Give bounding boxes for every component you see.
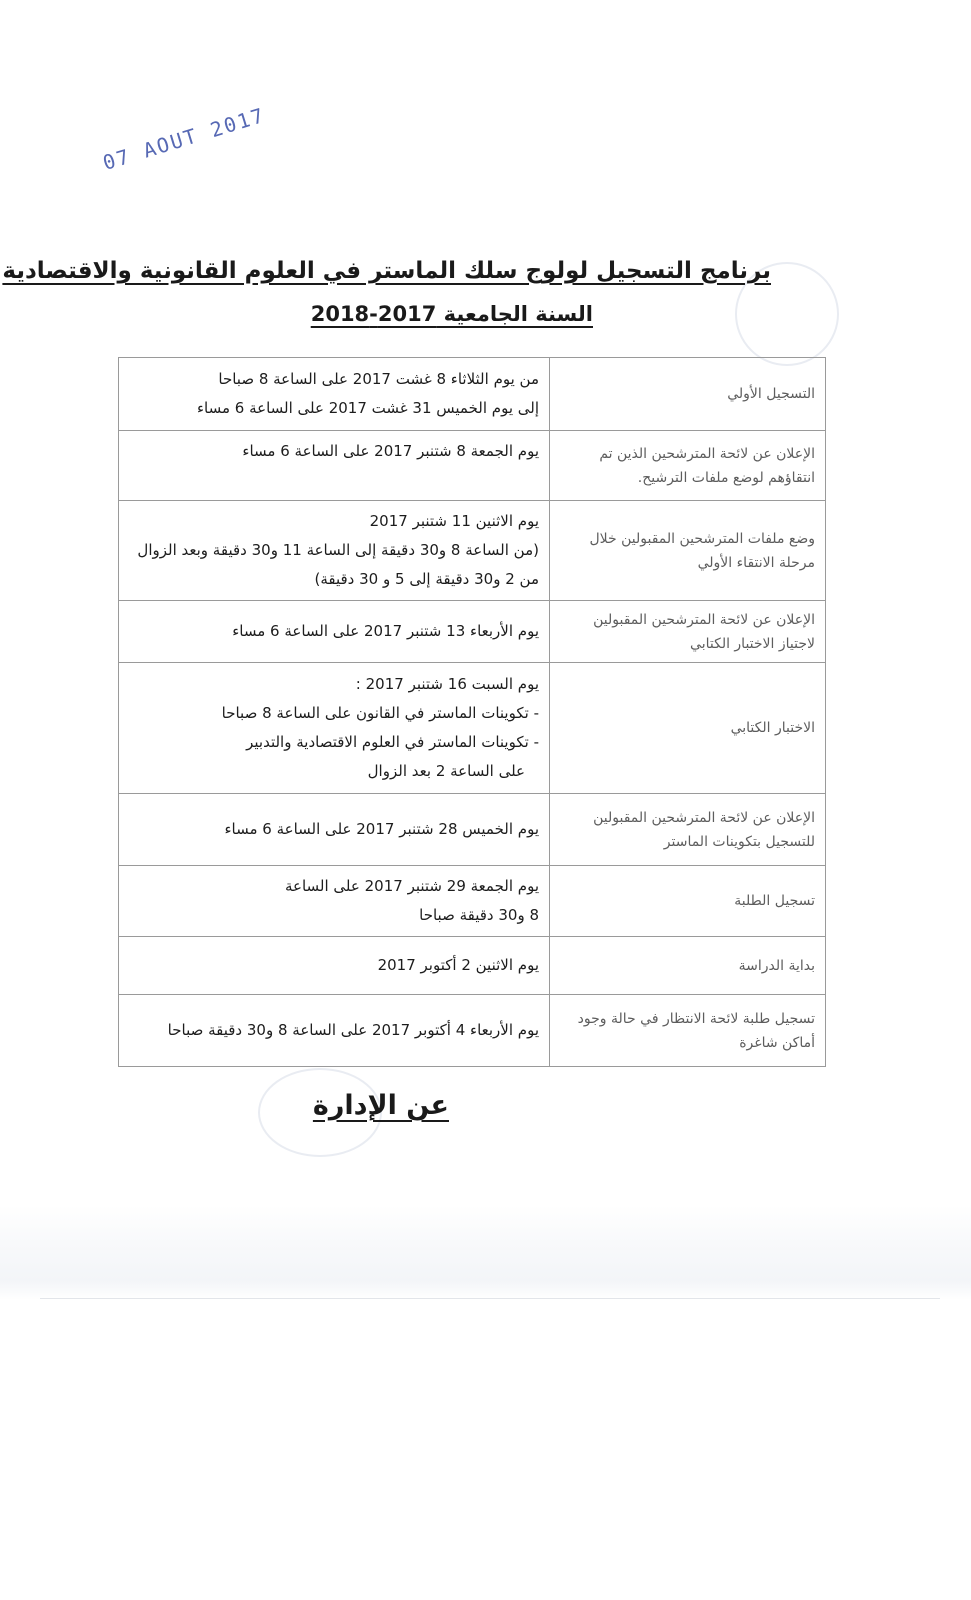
table-row bbox=[119, 995, 826, 1067]
bullet-item: - تكوينات الماستر في العلوم الاقتصادية والتدبير bbox=[129, 728, 539, 757]
row-value bbox=[119, 431, 550, 501]
value-line: على الساعة 2 بعد الزوال bbox=[367, 762, 525, 780]
schedule-table bbox=[118, 357, 826, 1067]
table-row bbox=[119, 358, 826, 431]
signature-administration: عن الإدارة bbox=[312, 1090, 449, 1121]
table-row bbox=[119, 601, 826, 663]
value-line: يوم الخميس 28 شتنبر 2017 على الساعة 6 مساء bbox=[224, 820, 539, 838]
value-line: من يوم الثلاثاء 8 غشت 2017 على الساعة 8 صباحا bbox=[218, 370, 539, 388]
table-row bbox=[119, 937, 826, 995]
value-line: يوم السبت 16 شتنبر 2017 : bbox=[355, 675, 539, 693]
row-value bbox=[119, 663, 550, 794]
value-line: إلى يوم الخميس 31 غشت 2017 على الساعة 6 مساء bbox=[196, 399, 539, 417]
value-line: يوم الجمعة 8 شتنبر 2017 على الساعة 6 مساء bbox=[242, 442, 539, 460]
table-row bbox=[119, 866, 826, 937]
row-label: تسجيل طلبة لائحة الانتظار في حالة وجود أماكن شاغرة bbox=[550, 995, 826, 1067]
bullet-item: - تكوينات الماستر في القانون على الساعة 8 صباحا bbox=[129, 699, 539, 728]
scan-shadow-band bbox=[0, 1205, 971, 1300]
date-stamp: 07 AOUT 2017 bbox=[100, 102, 269, 175]
row-label: الإعلان عن لائحة المترشحين المقبولين للتسجيل بتكوينات الماستر bbox=[550, 794, 826, 866]
row-label: تسجيل الطلبة bbox=[550, 866, 826, 937]
row-label: الاختبار الكتابي bbox=[550, 663, 826, 794]
row-value bbox=[119, 601, 550, 663]
scan-edge-line bbox=[40, 1298, 940, 1299]
value-line: (من الساعة 8 و30 دقيقة إلى الساعة 11 و30 دقيقة وبعد الزوال من 2 و30 دقيقة إلى 5 و 30 دقيقة) bbox=[137, 541, 539, 588]
row-label: الإعلان عن لائحة المترشحين المقبولين لاجتياز الاختبار الكتابي bbox=[550, 601, 826, 663]
value-line: يوم الاثنين 11 شتنبر 2017 bbox=[369, 512, 539, 530]
row-label: التسجيل الأولي bbox=[550, 358, 826, 431]
row-value bbox=[119, 501, 550, 601]
row-value bbox=[119, 358, 550, 431]
value-line: يوم الجمعة 29 شتنبر 2017 على الساعة bbox=[284, 877, 539, 895]
value-line: 8 و30 دقيقة صباحا bbox=[419, 906, 539, 924]
value-line: يوم الأربعاء 4 أكتوبر 2017 على الساعة 8 و30 دقيقة صباحا bbox=[167, 1021, 539, 1039]
row-label: وضع ملفات المترشحين المقبولين خلال مرحلة الانتقاء الأولي bbox=[550, 501, 826, 601]
table-row bbox=[119, 794, 826, 866]
value-line: يوم الاثنين 2 أكتوبر 2017 bbox=[377, 956, 539, 974]
document-subtitle: السنة الجامعية 2017-2018 bbox=[310, 302, 593, 326]
table-row bbox=[119, 501, 826, 601]
row-value bbox=[119, 937, 550, 995]
row-label: بداية الدراسة bbox=[550, 937, 826, 995]
value-line: يوم الأربعاء 13 شتنبر 2017 على الساعة 6 مساء bbox=[232, 622, 539, 640]
document-title: برنامج التسجيل لولوج سلك الماستر في العلوم القانونية والاقتصادية bbox=[2, 258, 771, 284]
row-value bbox=[119, 794, 550, 866]
row-value bbox=[119, 995, 550, 1067]
row-value bbox=[119, 866, 550, 937]
table-row bbox=[119, 663, 826, 794]
table-row bbox=[119, 431, 826, 501]
row-label: الإعلان عن لائحة المترشحين الذين تم انتقاؤهم لوضع ملفات الترشيح. bbox=[550, 431, 826, 501]
